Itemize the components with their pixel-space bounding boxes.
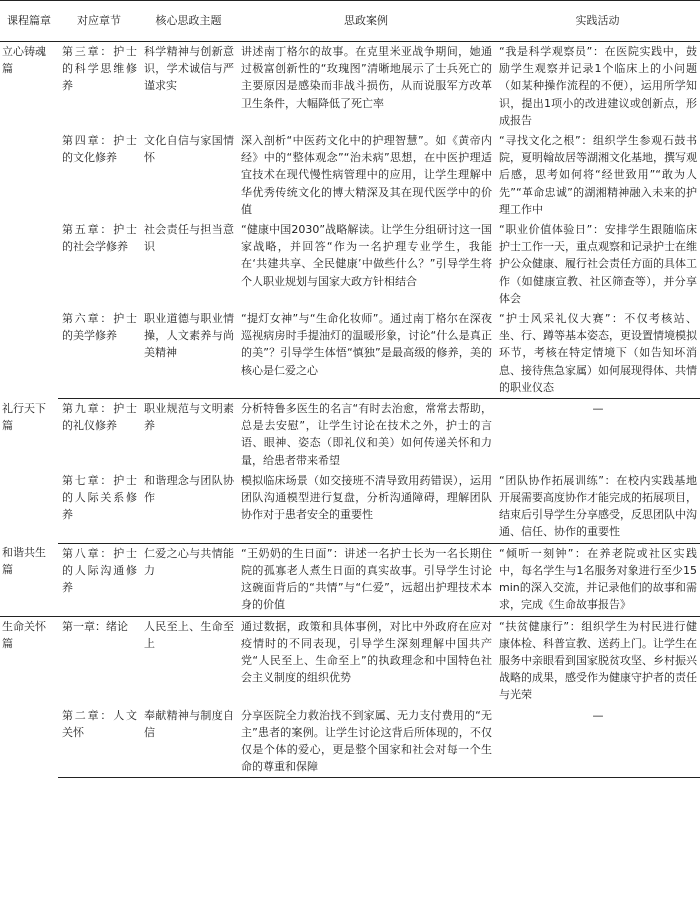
activity-cell: “团队协作拓展训练”：在校内实践基地开展需要高度协作才能完成的拓展项目，结束后引导学生分享感受，反思团队中沟通、信任、协作的重要性: [495, 471, 700, 543]
theme-cell: 仁爱之心与共情能力: [140, 543, 237, 616]
chapter-cell: 第三章：护士的科学思维修养: [62, 45, 137, 93]
activity-cell: —: [592, 402, 604, 416]
table-row: [0, 220, 700, 309]
part-name: 和谐共生篇: [0, 543, 58, 616]
theme-cell: 和谐理念与团队协作: [140, 471, 237, 543]
header-chapter: 对应章节: [58, 1, 140, 42]
theme-cell: 奉献精神与制度自信: [140, 706, 237, 778]
chapter-cell: 第一章：绪论: [62, 619, 128, 633]
part-name: 立心铸魂篇: [2, 45, 46, 76]
theme-cell: 职业规范与文明素养: [144, 402, 234, 433]
case-cell: 分享医院全力救治找不到家属、无力支付费用的“无主”患者的案例。让学生讨论这背后所体现的，不仅仅是个体的爱心，更是整个国家和社会对每一个生命的尊重和保障: [237, 706, 495, 778]
activity-cell: “倾听一刻钟”：在养老院或社区实践中，每名学生与1名服务对象进行至少15 min的深入交流，并记录他们的故事和需求，完成《生命故事报告》: [495, 543, 700, 616]
theme-cell: 社会责任与担当意识: [144, 223, 234, 254]
table-row: [0, 131, 700, 220]
case-cell: 分析特鲁多医生的名言“有时去治愈，常常去帮助，总是去安慰”，让学生讨论在技术之外，护士的言语、眼神、姿态（即礼仪和美）如何传递关怀和力量，给患者带来希望: [241, 402, 492, 467]
part-name: 礼行天下篇: [2, 401, 46, 432]
table-row: [0, 616, 700, 706]
table-row: [0, 471, 700, 543]
case-cell: “王奶奶的生日面”：讲述一名护士长为一名长期住院的孤寡老人煮生日面的真实故事。引导学生讨论这碗面背后的“共情”与“仁爱”，远超出护理技术本身的价值: [237, 543, 495, 616]
chapter-cell: 第六章：护士的美学修养: [58, 309, 140, 399]
theme-cell: 文化自信与家国情怀: [144, 134, 234, 165]
case-cell: 模拟临床场景（如交接班不清导致用药错误），运用团队沟通模型进行复盘，分析沟通障碍，理解团队协作对于患者安全的重要性: [237, 471, 495, 543]
chapter-cell: 第八章：护士的人际沟通修养: [58, 543, 140, 616]
chapter-cell: 第四章：护士的文化修养: [62, 134, 137, 165]
part-name: 生命关怀篇: [2, 619, 46, 650]
table-row: [0, 706, 700, 778]
activity-cell: “职业价值体验日”：安排学生跟随临床护士工作一天，重点观察和记录护士在维护公众健康、履行社会责任方面的具体工作（如健康宣教、社区筛查等），并分享体会: [499, 223, 697, 305]
case-cell: 深入剖析“中医药文化中的护理智慧”。如《黄帝内经》中的“整体观念”“治未病”思想，在中医护理适宜技术在现代慢性病管理中的应用，让学生理解中华优秀传统文化的博大精深及其在现代医学中的价值: [241, 134, 492, 216]
case-cell: “健康中国2030”战略解读。让学生分组研讨这一国家战略，并回答“作为一名护理专业学生，我能在‘共建共享、全民健康’中做些什么？”引导学生将个人职业规划与国家大政方针相结合: [241, 223, 492, 288]
header-case: 思政案例: [237, 1, 495, 42]
chapter-cell: 第五章：护士的社会学修养: [62, 223, 137, 254]
header-row: [0, 1, 700, 42]
table-row: [0, 543, 700, 616]
case-cell: 通过数据，政策和具体事例，对比中外政府在应对疫情时的不同表现，引导学生深刻理解中国共产党“人民至上、生命至上”的执政理念和中国特色社会主义制度的组织优势: [241, 619, 492, 685]
theme-cell: 职业道德与职业情操，人文素养与尚美精神: [140, 309, 237, 399]
chapter-cell: 第二章：人文关怀: [58, 706, 140, 778]
case-cell: 讲述南丁格尔的故事。在克里米亚战争期间，她通过极富创新性的“玫瑰图”清晰地展示了士兵死亡的主要原因是感染而非战斗损伤，从而说服军方改革卫生条件，大幅降低了死亡率: [241, 45, 492, 110]
table-row: [0, 399, 700, 471]
activity-cell: “扶贫健康行”：组织学生为村民进行健康体检、科普宣教、送药上门。让学生在服务中亲眼看到国家脱贫攻坚、乡村振兴战略的成果，感受作为健康守护者的责任与光荣: [499, 619, 697, 702]
chapter-cell: 第九章：护士的礼仪修养: [62, 402, 137, 433]
activity-cell: —: [495, 706, 700, 778]
header-theme: 核心思政主题: [140, 1, 237, 42]
activity-cell: “护士风采礼仪大赛”：不仅考核站、坐、行、蹲等基本姿态，更设置情境模拟环节，考核在特定情境下（如告知坏消息、接待焦急家属）如何展现得体、共情的职业仪态: [495, 309, 700, 399]
chapter-cell: 第七章：护士的人际关系修养: [58, 471, 140, 543]
header-activity: 实践活动: [495, 1, 700, 42]
activity-cell: “寻找文化之根”：组织学生参观石鼓书院，夏明翰故居等湖湘文化基地，撰写观后感，思考如何将“经世致用”“敢为人先”“革命忠诚”的湖湘精神融入未来的护理工作中: [499, 134, 697, 216]
table-row: [0, 309, 700, 399]
activity-cell: “我是科学观察员”：在医院实践中，鼓励学生观察并记录1个临床上的小问题（如某种操作流程的不便），运用所学知识，提出1项小的改进建议或创新点，形成报告: [499, 45, 697, 127]
case-cell: “提灯女神”与“生命化妆师”。通过南丁格尔在深夜巡视病房时手提油灯的温暖形象，讨论“什么是真正的美”？引导学生体悟“慎独”是最高级的修养，美的核心是仁爱之心: [237, 309, 495, 399]
theme-cell: 人民至上、生命至上: [144, 619, 234, 650]
table-row: [0, 42, 700, 132]
theme-cell: 科学精神与创新意识，学术诚信与严谨求实: [144, 45, 234, 93]
header-part: 课程篇章: [0, 1, 58, 42]
